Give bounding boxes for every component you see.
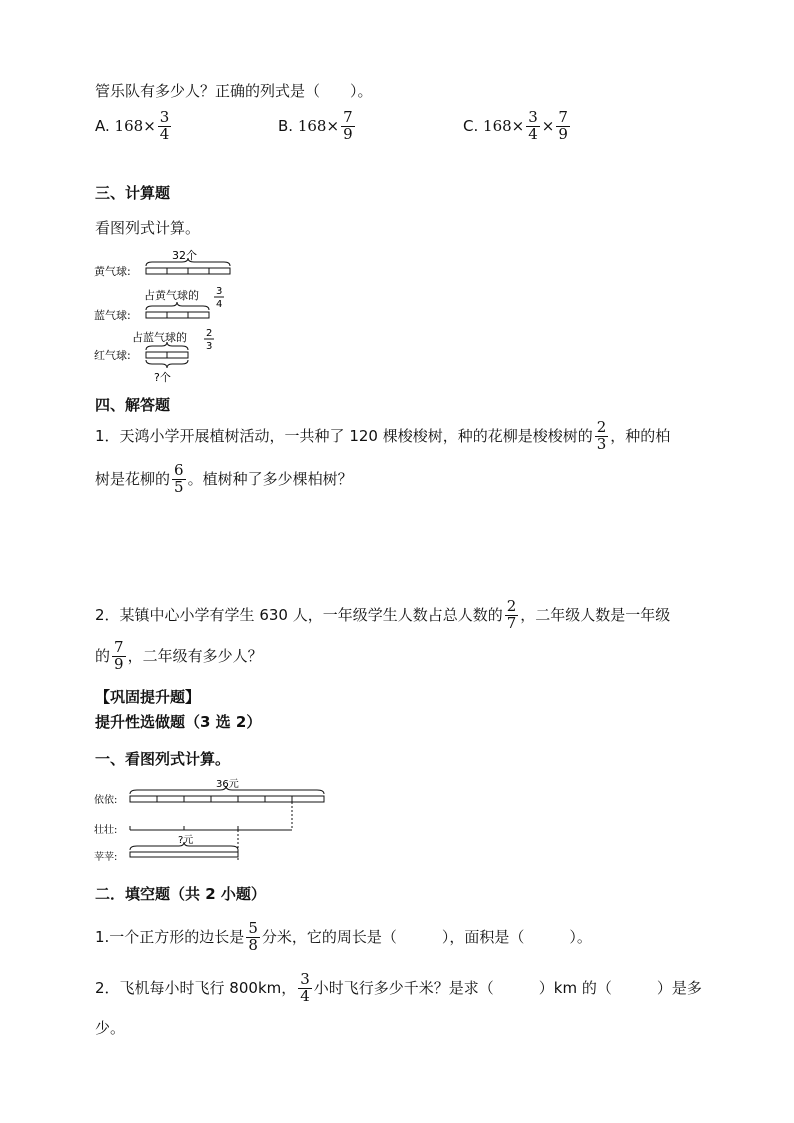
- instruction: 看图列式计算。: [95, 219, 201, 237]
- unknown-label: ?个: [154, 371, 171, 384]
- blue-brace: [146, 302, 209, 310]
- row-label-pingping: 苹苹:: [94, 852, 118, 863]
- problem-1-line-2: 树是花柳的 $\frac{6}{5}$ 。植树种了多少棵柏树？: [95, 461, 353, 496]
- note-blue-num: 3: [216, 286, 223, 297]
- option-label: A.: [95, 116, 110, 135]
- fill-blank-1: 1.一个正方形的边长是 $\frac{5}{8}$ 分米，它的周长是（ ），面积是（ ）。: [95, 919, 592, 954]
- section-title: 一、看图列式计算。: [95, 750, 231, 768]
- times-sign: ×: [326, 116, 340, 135]
- yiyi-bar: [130, 796, 324, 802]
- note-red-num: 2: [206, 328, 213, 339]
- option-label: C.: [463, 116, 479, 135]
- total-label: 36元: [216, 779, 239, 790]
- row-label-zhuangzhuang: 壮壮:: [94, 825, 118, 836]
- fraction: $\frac{3}{4}$: [159, 108, 170, 143]
- pingping-bar: [130, 852, 238, 857]
- times-sign: ×: [541, 116, 555, 135]
- unknown-label: ?元: [178, 835, 194, 846]
- fraction: $\frac{7}{9}$: [114, 638, 124, 673]
- fraction: $\frac{3}{4}$: [300, 970, 310, 1005]
- times-sign: ×: [143, 116, 156, 135]
- option-label: B.: [278, 116, 294, 135]
- fill-blank-2-line-2: 少。: [95, 1019, 126, 1037]
- option-base: 168: [483, 116, 512, 135]
- row-label-yellow: 黄气球:: [94, 265, 131, 278]
- blue-bar: [146, 312, 209, 318]
- problem-2-line-2: 的 $\frac{7}{9}$ ，二年级有多少人？: [95, 638, 263, 673]
- note-red: 占蓝气球的: [132, 331, 187, 344]
- options-row: [95, 110, 695, 150]
- note-blue: 占黄气球的: [144, 289, 199, 302]
- section-title: 二．填空题（共 2 小题）: [95, 885, 266, 903]
- note-red-den: 3: [206, 341, 213, 352]
- option-c[interactable]: [463, 110, 572, 143]
- fraction: $\frac{3}{4}$: [528, 108, 538, 143]
- section-subheading: 提升性选做题（3 选 2）: [95, 713, 262, 731]
- option-base: 168: [114, 116, 144, 135]
- fill-blank-2-line-1: 2．飞机每小时飞行 800km， $\frac{3}{4}$ 小时飞行多少千米？是求（ ）km 的（ ）是多: [95, 970, 702, 1005]
- fraction: $\frac{7}{9}$: [558, 108, 568, 143]
- total-label: 32个: [172, 249, 197, 262]
- fraction: $\frac{7}{9}$: [343, 108, 353, 143]
- times-sign: ×: [511, 116, 525, 135]
- red-brace-bottom: [146, 360, 188, 368]
- option-base: 168: [297, 116, 327, 135]
- money-diagram: [92, 776, 332, 868]
- row-label-red: 红气球:: [94, 349, 131, 362]
- option-a[interactable]: [95, 110, 173, 143]
- fraction: $\frac{5}{8}$: [248, 919, 258, 954]
- section-heading: 【巩固提升题】: [95, 688, 201, 706]
- fraction: $\frac{2}{3}$: [596, 418, 607, 453]
- row-label-yiyi: 依依:: [94, 795, 118, 806]
- fraction: $\frac{2}{7}$: [506, 597, 517, 632]
- fraction: $\frac{6}{5}$: [174, 461, 184, 496]
- option-b[interactable]: [278, 110, 357, 143]
- note-blue-den: 4: [216, 299, 223, 310]
- question-stem: 管乐队有多少人？正确的列式是（ ）。: [95, 82, 373, 100]
- row-label-blue: 蓝气球:: [94, 309, 131, 322]
- section-title: 四、解答题: [95, 396, 171, 414]
- problem-2-line-1: 2．某镇中心小学有学生 630 人，一年级学生人数占总人数的 $\frac{2}{7}$ ，二年级人数是一年级: [95, 597, 671, 632]
- problem-1-line-1: 1．天鸿小学开展植树活动，一共种了 120 棵梭梭树，种的花柳是梭梭树的 $\frac{2}{3}$ ，种的柏: [95, 418, 671, 453]
- balloon-diagram: [92, 248, 242, 386]
- section-title: 三、计算题: [95, 184, 171, 202]
